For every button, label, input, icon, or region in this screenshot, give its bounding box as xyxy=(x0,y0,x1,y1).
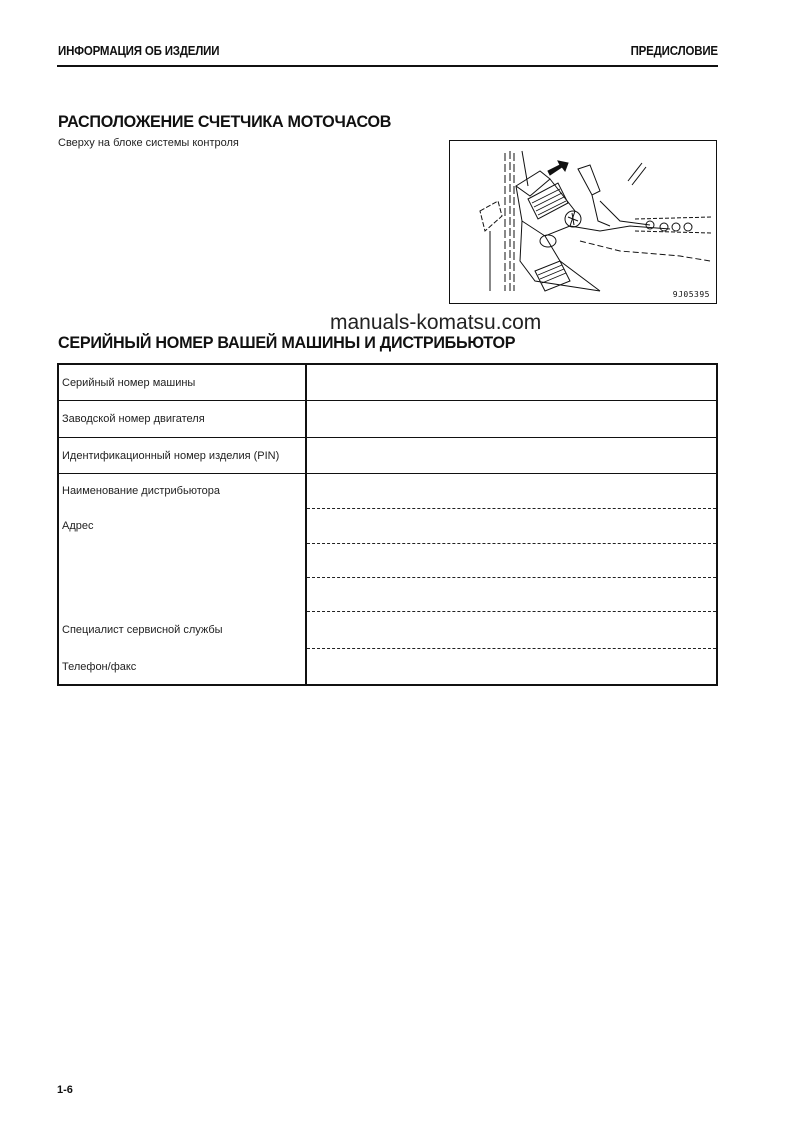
service-meter-location-illustration-icon xyxy=(450,141,716,303)
machine-serial-field[interactable] xyxy=(309,365,714,400)
watermark: manuals-komatsu.com xyxy=(330,311,542,334)
engine-serial-field[interactable] xyxy=(309,401,714,437)
service-meter-figure xyxy=(449,140,717,304)
table-column-divider xyxy=(305,365,307,684)
header-section-title: ИНФОРМАЦИЯ ОБ ИЗДЕЛИИ xyxy=(58,44,220,58)
page-number: 1-6 xyxy=(57,1084,73,1096)
pin-field[interactable] xyxy=(309,438,714,473)
address-field-line-2[interactable] xyxy=(309,544,714,577)
distributor-name-field[interactable] xyxy=(309,474,714,508)
phone-fax-field[interactable] xyxy=(309,649,714,684)
figure-reference-number: 9J05395 xyxy=(672,290,710,299)
service-specialist-label: Специалист сервисной службы xyxy=(62,624,223,636)
machine-serial-label: Серийный номер машины xyxy=(62,377,196,389)
serial-number-table xyxy=(57,363,718,686)
engine-serial-label: Заводской номер двигателя xyxy=(62,413,205,425)
address-field-line-3[interactable] xyxy=(309,578,714,611)
phone-fax-label: Телефон/факс xyxy=(62,661,137,673)
serial-number-heading: СЕРИЙНЫЙ НОМЕР ВАШЕЙ МАШИНЫ И ДИСТРИБЬЮТОР xyxy=(58,333,516,352)
address-label: Адрес xyxy=(62,520,94,532)
pin-label: Идентификационный номер изделия (PIN) xyxy=(62,450,280,462)
address-field-line-1[interactable] xyxy=(309,509,714,543)
service-meter-heading: РАСПОЛОЖЕНИЕ СЧЕТЧИКА МОТОЧАСОВ xyxy=(58,112,392,131)
distributor-name-label: Наименование дистрибьютора xyxy=(62,485,220,497)
header-divider xyxy=(57,65,718,67)
header-chapter-title: ПРЕДИСЛОВИЕ xyxy=(630,44,718,58)
service-specialist-field[interactable] xyxy=(309,612,714,648)
service-meter-description: Сверху на блоке системы контроля xyxy=(58,137,239,149)
